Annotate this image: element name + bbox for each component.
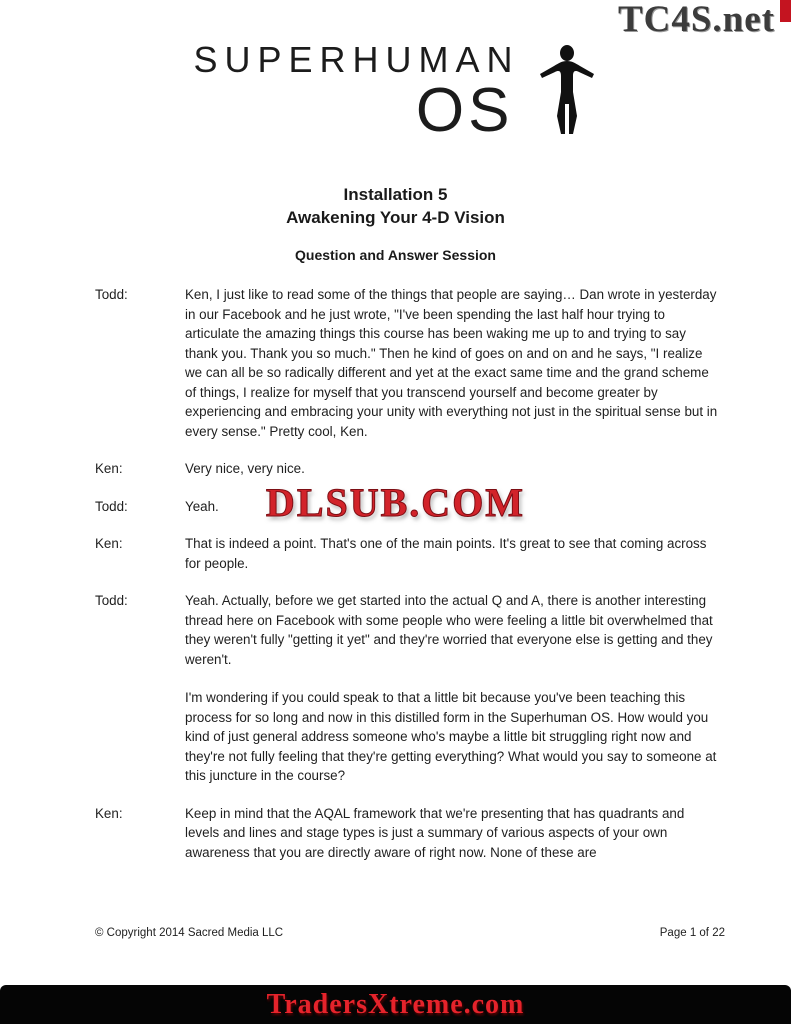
dialogue-paragraph: Very nice, very nice. — [185, 461, 305, 476]
logo-superhuman-label: SUPERHUMAN — [193, 39, 520, 80]
logo-os-label: OS — [415, 76, 514, 145]
dialogue-row — [95, 285, 721, 441]
dialogue-text — [185, 285, 721, 441]
dialogue-speaker: Ken: — [95, 536, 123, 551]
superhuman-os-logo — [0, 39, 791, 145]
watermark-center: DLSUB.COM — [265, 480, 526, 525]
dialogue-transcript — [95, 285, 721, 880]
dialogue-paragraph: Ken, I just like to read some of the things that people are saying… Dan wrote in yesterday in our Facebook and he just wrote, "I've been spending the last half hour trying to articulate the amazing things this course has been waking me up to and trying to say thank you. Thank you so much." Then he kind of goes on and on and he says, "I realize we can all be so radically different and yet at the exact same time and the grand scheme of things, I realize for myself that you transcend yourself and become greater by experiencing and embracing your unity with everything not just in the spiritual sense but in every sense." Pretty cool, Ken. — [185, 287, 718, 439]
page-footer — [95, 927, 725, 939]
dialogue-speaker: Ken: — [95, 461, 123, 476]
dialogue-row — [95, 804, 721, 863]
dialogue-row — [95, 534, 721, 573]
human-figure-icon — [536, 44, 598, 140]
dialogue-speaker: Todd: — [95, 498, 128, 514]
page-title-line2: Awakening Your 4-D Vision — [286, 208, 505, 227]
session-subtitle: Question and Answer Session — [295, 247, 496, 263]
dialogue-row — [95, 459, 721, 479]
dialogue-text — [185, 534, 721, 573]
watermark-bottom: TradersXtreme.com — [266, 988, 525, 1020]
dialogue-text — [185, 804, 721, 863]
dialogue-row — [95, 591, 721, 786]
dialogue-speaker: Todd: — [95, 593, 128, 608]
logo-text — [193, 39, 520, 145]
dialogue-speaker: Todd: — [95, 287, 128, 302]
dialogue-text — [185, 459, 721, 479]
dialogue-paragraph: I'm wondering if you could speak to that a little bit because you've been teaching this process for so long and now in this distilled form in the Superhuman OS. How would you kind of just general address someone who's maybe a little bit struggling right now and they're not fully feeling that they're getting everything? What would you say to someone at this juncture in the course? — [185, 690, 717, 783]
bottom-watermark-bar — [0, 985, 791, 1024]
copyright-text: © Copyright 2014 Sacred Media LLC — [95, 927, 284, 939]
page-number: Page 1 of 22 — [659, 927, 725, 939]
title-block — [0, 183, 791, 263]
page-title-line1: Installation 5 — [343, 185, 448, 204]
dialogue-paragraph: Keep in mind that the AQAL framework that we're presenting that has quadrants and levels and lines and stage types is just a summary of various aspects of your own awareness that you are directly aware of right now. None of these are — [185, 805, 685, 860]
dialogue-paragraph: Yeah. — [185, 498, 219, 514]
watermark-top-right: TC4S.net — [617, 0, 775, 40]
red-corner-tab — [780, 0, 791, 22]
dialogue-text — [185, 591, 721, 786]
dialogue-speaker: Ken: — [95, 805, 123, 821]
dialogue-paragraph: Yeah. Actually, before we get started into the actual Q and A, there is another interesting thread here on Facebook with some people who were feeling a little bit overwhelmed that they weren't fully "getting it yet" and they're worried that everyone else is getting and they weren't. — [185, 593, 713, 667]
dialogue-paragraph: That is indeed a point. That's one of the main points. It's great to see that coming across for people. — [185, 536, 707, 571]
